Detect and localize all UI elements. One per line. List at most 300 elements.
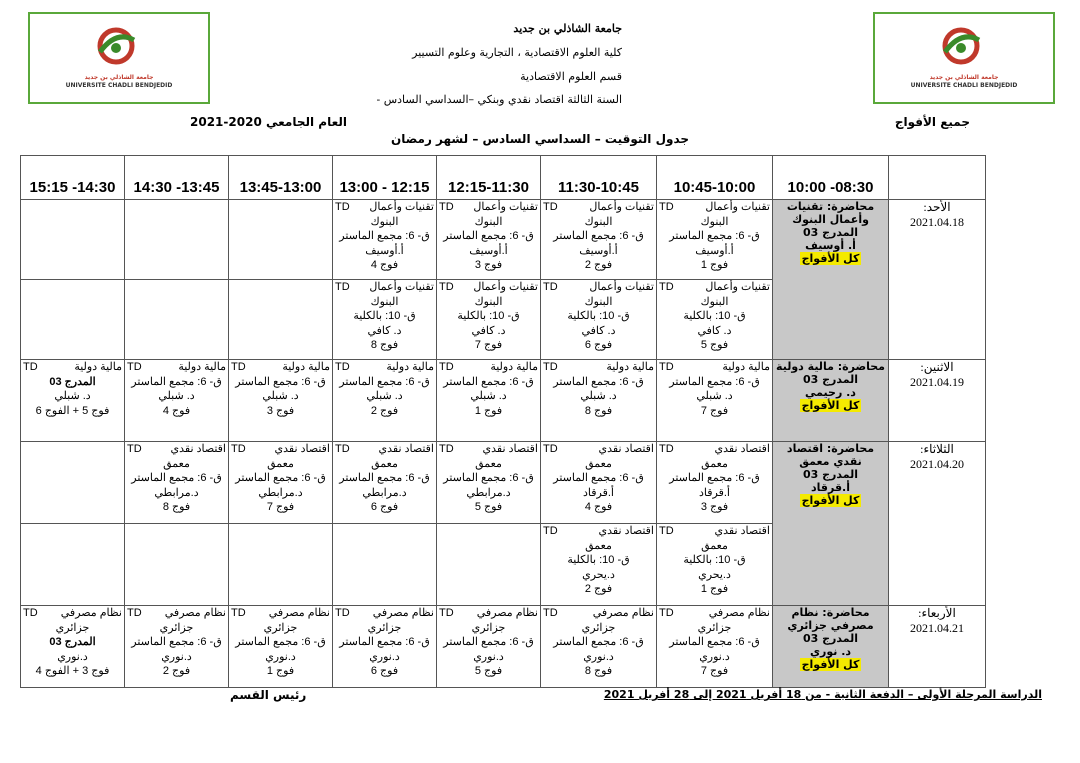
td-session-cell	[229, 442, 333, 524]
room-label: ق- 6: مجمع الماستر	[443, 230, 534, 242]
day-date: 2021.04.18	[910, 215, 964, 229]
course-name-cont: البنوك	[370, 295, 399, 308]
room-label: ق- 6: مجمع الماستر	[669, 375, 760, 388]
room-label: ق- 6: مجمع الماستر	[235, 472, 326, 484]
session-content	[439, 606, 538, 679]
room-label: ق- 6: مجمع الماستر	[235, 375, 326, 388]
group-label: فوج 1	[700, 259, 729, 271]
course-name-cont: البنوك	[584, 215, 613, 228]
room-label: ق- 6: مجمع الماستر	[339, 230, 430, 242]
course-name-cont: معمق	[163, 457, 190, 470]
time-slot-header: 11:30-10:45	[541, 156, 657, 200]
empty-cell	[125, 524, 229, 606]
session-content	[23, 360, 122, 418]
teacher-name: د.نوري	[583, 650, 614, 663]
group-label: فوج 3	[474, 259, 503, 271]
session-title-line	[659, 200, 770, 215]
group-label: فوج 6	[370, 501, 399, 513]
teacher-name: د. شبلي	[158, 390, 195, 402]
td-session-cell	[333, 200, 437, 280]
course-name: نظام مصرفي	[372, 607, 434, 619]
td-label: TD	[335, 607, 350, 619]
group-label: فوج 7	[474, 339, 503, 351]
group-label: فوج 5	[474, 665, 503, 677]
course-name-cont: جزائري	[159, 621, 194, 634]
teacher-name: د.مرابطي	[258, 486, 303, 499]
room-label: ق- 6: مجمع الماستر	[235, 636, 326, 648]
room-label: ق- 6: مجمع الماستر	[553, 230, 644, 242]
logo-emblem-icon	[94, 24, 138, 68]
course-name: تقنيات وأعمال	[589, 281, 654, 293]
lecture-line1: محاضرة: تقنيات وأعمال البنوك	[786, 200, 875, 226]
course-name: نظام مصرفي	[164, 607, 226, 619]
course-name: مالية دولية	[178, 361, 226, 373]
course-name-cont: جزائري	[471, 621, 506, 634]
lecture-cell	[773, 360, 889, 442]
course-name: تقنيات وأعمال	[705, 281, 770, 293]
empty-cell	[21, 280, 125, 360]
schedule-row	[21, 360, 986, 442]
session-title-line	[659, 280, 770, 295]
room-label: ق- 10: بالكلية	[567, 310, 630, 322]
teacher-name: د.نوري	[57, 650, 88, 663]
course-name-cont: البنوك	[700, 215, 729, 228]
td-label: TD	[659, 201, 674, 213]
teacher-name: د.نوري	[473, 650, 504, 663]
td-session-cell	[657, 524, 773, 606]
schedule-row	[21, 200, 986, 280]
group-label: فوج 4	[162, 404, 191, 417]
group-label: فوج 3	[700, 501, 729, 513]
td-session-cell	[437, 200, 541, 280]
td-session-cell	[541, 200, 657, 280]
td-session-cell	[229, 606, 333, 688]
academic-year: العام الجامعي 2020-2021	[190, 115, 347, 129]
group-label: فوج 5	[700, 339, 729, 351]
course-name: نظام مصرفي	[268, 607, 330, 619]
session-content	[659, 606, 770, 679]
lecture-cell	[773, 606, 889, 688]
session-title-line	[127, 442, 226, 457]
td-session-cell	[541, 360, 657, 442]
teacher-name: د. شبلي	[262, 390, 299, 402]
session-title-line	[335, 606, 434, 621]
teacher-name: أ.أوسيف	[365, 244, 404, 257]
session-title-line	[335, 360, 434, 375]
group-label: فوج 1	[474, 404, 503, 417]
teacher-name: د. كافي	[581, 324, 616, 337]
empty-cell	[229, 524, 333, 606]
td-label: TD	[659, 443, 674, 455]
session-content	[439, 360, 538, 418]
course-name-cont: معمق	[475, 457, 502, 470]
group-label: فوج 8	[370, 339, 399, 351]
td-session-cell	[541, 524, 657, 606]
teacher-name: د. كافي	[367, 324, 402, 337]
td-session-cell	[437, 442, 541, 524]
course-name-cont: البنوك	[700, 295, 729, 308]
group-label: فوج 7	[266, 501, 295, 513]
session-content	[335, 360, 434, 418]
group-label: فوج 3 + الفوج 4	[35, 665, 110, 677]
time-slot-header: 15:15 -14:30	[21, 156, 125, 200]
teacher-name: أ.أوسيف	[579, 244, 618, 257]
session-title-line	[543, 606, 654, 621]
session-content	[543, 606, 654, 679]
course-name-cont: جزائري	[581, 621, 616, 634]
td-label: TD	[659, 361, 674, 373]
day-cell	[889, 360, 986, 442]
group-label: فوج 4	[584, 501, 613, 513]
group-label: فوج 8	[162, 501, 191, 513]
td-label: TD	[543, 607, 558, 619]
td-label: TD	[23, 361, 38, 373]
schedule-table	[20, 155, 986, 688]
session-title-line	[23, 360, 122, 375]
lecture-line1: محاضرة: نظام مصرفي جزائري	[787, 606, 874, 632]
teacher-name: د.مرابطي	[362, 486, 407, 499]
session-content	[659, 360, 770, 418]
group-label: فوج 6	[584, 339, 613, 351]
session-title-line	[127, 360, 226, 375]
session-title-line	[659, 442, 770, 457]
session-content	[543, 442, 654, 515]
room-label: ق- 6: مجمع الماستر	[669, 472, 760, 484]
session-title-line	[127, 606, 226, 621]
day-name: الاثنين:	[920, 360, 954, 374]
empty-cell	[21, 442, 125, 524]
session-title-line	[335, 442, 434, 457]
empty-cell	[437, 524, 541, 606]
teacher-name: أ.قرقاد	[583, 486, 614, 499]
day-cell	[889, 606, 986, 688]
teacher-name: د.نوري	[699, 650, 730, 663]
td-session-cell	[437, 606, 541, 688]
course-name-cont: جزائري	[55, 621, 90, 634]
group-label: فوج 7	[700, 665, 729, 677]
td-label: TD	[543, 525, 558, 537]
group-label: فوج 4	[370, 259, 399, 271]
header-university: جامعة الشاذلي بن جديد	[513, 22, 622, 35]
session-title-line	[231, 360, 330, 375]
td-label: TD	[543, 281, 558, 293]
empty-cell	[333, 524, 437, 606]
td-session-cell	[333, 442, 437, 524]
group-label: فوج 1	[700, 583, 729, 595]
td-session-cell	[229, 360, 333, 442]
room-label: ق- 6: مجمع الماستر	[131, 472, 222, 484]
room-label: ق- 10: بالكلية	[683, 310, 746, 322]
td-label: TD	[439, 607, 454, 619]
teacher-name: د. شبلي	[470, 390, 507, 402]
td-session-cell	[333, 280, 437, 360]
td-label: TD	[543, 443, 558, 455]
university-logo-left	[28, 12, 210, 104]
session-content	[659, 524, 770, 597]
room-label: ق- 10: بالكلية	[353, 310, 416, 322]
session-content	[231, 442, 330, 515]
lecture-line1: محاضرة: اقتصاد نقدي معمق	[786, 442, 875, 468]
lecture-line3: أ. أوسيف	[805, 239, 856, 252]
lecture-line2: المدرج 03	[802, 373, 859, 386]
course-name: اقتصاد نقدي	[714, 525, 770, 537]
all-groups-badge: كل الأفواج	[801, 399, 860, 412]
group-label: فوج 5	[474, 501, 503, 513]
td-session-cell	[541, 442, 657, 524]
course-name-cont: معمق	[585, 539, 612, 552]
course-name: تقنيات وأعمال	[473, 281, 538, 293]
course-name: اقتصاد نقدي	[714, 443, 770, 455]
course-name: نظام مصرفي	[476, 607, 538, 619]
session-content	[335, 200, 434, 273]
group-label: فوج 6	[370, 665, 399, 677]
day-cell	[889, 200, 986, 360]
time-slot-header: 12:15-11:30	[437, 156, 541, 200]
room-label: ق- 6: مجمع الماستر	[131, 375, 222, 388]
td-session-cell	[657, 200, 773, 280]
group-label: فوج 3	[266, 404, 295, 417]
session-content	[439, 280, 538, 353]
session-content	[659, 442, 770, 515]
logo-emblem-icon	[939, 24, 983, 68]
time-slot-header: 10:45-10:00	[657, 156, 773, 200]
teacher-name: د.يحري	[582, 568, 615, 581]
td-label: TD	[127, 361, 142, 373]
course-name: نظام مصرفي	[592, 607, 654, 619]
all-groups-badge: كل الأفواج	[801, 658, 860, 671]
group-label: فوج 2	[584, 583, 613, 595]
schedule-row	[21, 606, 986, 688]
teacher-name: د. كافي	[471, 324, 506, 337]
course-name: اقتصاد نقدي	[378, 443, 434, 455]
all-groups-badge: كل الأفواج	[801, 252, 860, 265]
session-title-line	[659, 524, 770, 539]
td-label: TD	[659, 525, 674, 537]
schedule-title: جدول التوقيت – السداسي السادس – لشهر رمضان	[390, 132, 690, 146]
td-label: TD	[335, 443, 350, 455]
teacher-name: د. شبلي	[366, 390, 403, 402]
td-session-cell	[657, 606, 773, 688]
logo-name-fr: UNIVERSITE CHADLI BENDJEDID	[910, 82, 1018, 89]
teacher-name: د. كافي	[697, 324, 732, 337]
course-name-cont: جزائري	[367, 621, 402, 634]
logo-name-fr: UNIVERSITE CHADLI BENDJEDID	[65, 82, 173, 89]
td-label: TD	[439, 201, 454, 213]
empty-cell	[229, 280, 333, 360]
session-content	[335, 442, 434, 515]
room-label: المدرج 03	[49, 375, 96, 388]
day-name: الأربعاء:	[918, 606, 956, 620]
lecture-cell	[773, 200, 889, 360]
course-name: مالية دولية	[722, 361, 770, 373]
all-groups-badge: كل الأفواج	[801, 494, 860, 507]
teacher-name: د.نوري	[265, 650, 296, 663]
course-name-cont: البنوك	[474, 295, 503, 308]
teacher-name: د.يحري	[698, 568, 731, 581]
university-logo-right	[873, 12, 1055, 104]
course-name: مالية دولية	[606, 361, 654, 373]
course-name-cont: البنوك	[584, 295, 613, 308]
head-of-department-label: رئيس القسم	[230, 688, 307, 702]
session-content	[335, 606, 434, 679]
time-slot-header: 10:00 -08:30	[773, 156, 889, 200]
session-title-line	[439, 280, 538, 295]
td-label: TD	[127, 607, 142, 619]
session-content	[23, 606, 122, 679]
time-slot-header: 13:00 - 12:15	[333, 156, 437, 200]
lecture-line2: المدرج 03	[802, 468, 859, 481]
course-name: مالية دولية	[490, 361, 538, 373]
group-label: فوج 1	[266, 665, 295, 677]
td-session-cell	[541, 606, 657, 688]
session-content	[543, 200, 654, 273]
room-label: ق- 6: مجمع الماستر	[443, 472, 534, 484]
group-label: فوج 2	[370, 404, 399, 417]
session-content	[335, 280, 434, 353]
session-title-line	[543, 524, 654, 539]
course-name: اقتصاد نقدي	[598, 525, 654, 537]
empty-cell	[21, 524, 125, 606]
td-session-cell	[125, 606, 229, 688]
empty-cell	[125, 280, 229, 360]
td-label: TD	[439, 443, 454, 455]
group-label: فوج 2	[584, 259, 613, 271]
schedule-row	[21, 442, 986, 524]
course-name: نظام مصرفي	[708, 607, 770, 619]
empty-cell	[229, 200, 333, 280]
group-label: فوج 8	[584, 404, 613, 417]
room-label: ق- 6: مجمع الماستر	[339, 472, 430, 484]
group-label: فوج 5 + الفوج 6	[35, 404, 110, 417]
td-label: TD	[231, 361, 246, 373]
teacher-name: أ.قرقاد	[699, 486, 730, 499]
course-name: تقنيات وأعمال	[705, 201, 770, 213]
room-label: ق- 10: بالكلية	[683, 554, 746, 566]
session-title-line	[439, 360, 538, 375]
session-content	[439, 200, 538, 273]
teacher-name: د.مرابطي	[466, 486, 511, 499]
time-slot-header: 14:30 -13:45	[125, 156, 229, 200]
course-name: اقتصاد نقدي	[170, 443, 226, 455]
td-label: TD	[127, 443, 142, 455]
empty-cell	[21, 200, 125, 280]
time-header-row	[21, 156, 986, 200]
room-label: ق- 6: مجمع الماستر	[553, 472, 644, 484]
study-period-note: الدراسة المرحلة الأولى – الدفعة الثانية - من 18 أفريل 2021 إلى 28 أفريل 2021	[603, 688, 1042, 701]
room-label: ق- 6: مجمع الماستر	[443, 375, 534, 388]
course-name: تقنيات وأعمال	[589, 201, 654, 213]
course-name: تقنيات وأعمال	[369, 201, 434, 213]
td-label: TD	[335, 281, 350, 293]
empty-cell	[125, 200, 229, 280]
teacher-name: د.مرابطي	[154, 486, 199, 499]
course-name: مالية دولية	[282, 361, 330, 373]
room-label: ق- 6: مجمع الماستر	[669, 636, 760, 648]
teacher-name: د. شبلي	[580, 390, 617, 402]
day-date: 2021.04.21	[910, 621, 964, 635]
course-name: مالية دولية	[386, 361, 434, 373]
session-title-line	[439, 442, 538, 457]
room-label: ق- 6: مجمع الماستر	[339, 375, 430, 388]
day-name: الثلاثاء:	[920, 442, 954, 456]
group-label: فوج 2	[162, 665, 191, 677]
logo-name-ar: جامعة الشاذلي بن جديد	[84, 74, 154, 81]
td-session-cell	[657, 280, 773, 360]
lecture-cell	[773, 442, 889, 606]
session-title-line	[543, 360, 654, 375]
course-name: اقتصاد نقدي	[482, 443, 538, 455]
td-label: TD	[231, 607, 246, 619]
session-title-line	[543, 200, 654, 215]
td-label: TD	[439, 361, 454, 373]
td-label: TD	[335, 361, 350, 373]
td-session-cell	[21, 360, 125, 442]
td-label: TD	[659, 281, 674, 293]
session-content	[231, 606, 330, 679]
session-title-line	[231, 606, 330, 621]
teacher-name: أ.أوسيف	[695, 244, 734, 257]
teacher-name: د. شبلي	[54, 390, 91, 402]
course-name-cont: البنوك	[370, 215, 399, 228]
lecture-line3: أ.قرقاد	[811, 481, 850, 494]
session-title-line	[439, 606, 538, 621]
header-faculty: كلية العلوم الاقتصادية ، التجارية وعلوم التسيير	[412, 46, 622, 59]
lecture-line3: د. نوري	[809, 645, 852, 658]
group-label: فوج 8	[584, 665, 613, 677]
td-session-cell	[21, 606, 125, 688]
teacher-name: أ.أوسيف	[469, 244, 508, 257]
day-date: 2021.04.20	[910, 457, 964, 471]
td-label: TD	[335, 201, 350, 213]
lecture-line1: محاضرة: مالية دولية	[776, 360, 885, 373]
session-content	[127, 360, 226, 418]
td-session-cell	[125, 442, 229, 524]
td-session-cell	[333, 606, 437, 688]
session-title-line	[335, 280, 434, 295]
session-title-line	[543, 280, 654, 295]
course-name-cont: جزائري	[263, 621, 298, 634]
teacher-name: د. شبلي	[696, 390, 733, 402]
course-name: اقتصاد نقدي	[598, 443, 654, 455]
td-session-cell	[125, 360, 229, 442]
td-label: TD	[231, 443, 246, 455]
course-name-cont: معمق	[701, 539, 728, 552]
td-label: TD	[439, 281, 454, 293]
lecture-line3: د. رحيمي	[805, 386, 856, 399]
course-name-cont: معمق	[585, 457, 612, 470]
td-session-cell	[541, 280, 657, 360]
header-program: السنة الثالثة اقتصاد نقدي وبنكي –السداسي السادس -	[376, 93, 622, 106]
td-session-cell	[657, 442, 773, 524]
session-title-line	[543, 442, 654, 457]
course-name: تقنيات وأعمال	[473, 201, 538, 213]
td-session-cell	[437, 360, 541, 442]
room-label: ق- 6: مجمع الماستر	[553, 636, 644, 648]
td-session-cell	[437, 280, 541, 360]
session-content	[543, 280, 654, 353]
session-title-line	[659, 606, 770, 621]
session-content	[659, 280, 770, 353]
session-content	[127, 606, 226, 679]
session-content	[439, 442, 538, 515]
all-groups-label: جميع الأفواج	[894, 115, 970, 129]
course-name: مالية دولية	[74, 361, 122, 373]
time-slot-header: 13:45-13:00	[229, 156, 333, 200]
course-name-cont: جزائري	[697, 621, 732, 634]
td-session-cell	[333, 360, 437, 442]
room-label: ق- 6: مجمع الماستر	[669, 230, 760, 242]
td-session-cell	[657, 360, 773, 442]
